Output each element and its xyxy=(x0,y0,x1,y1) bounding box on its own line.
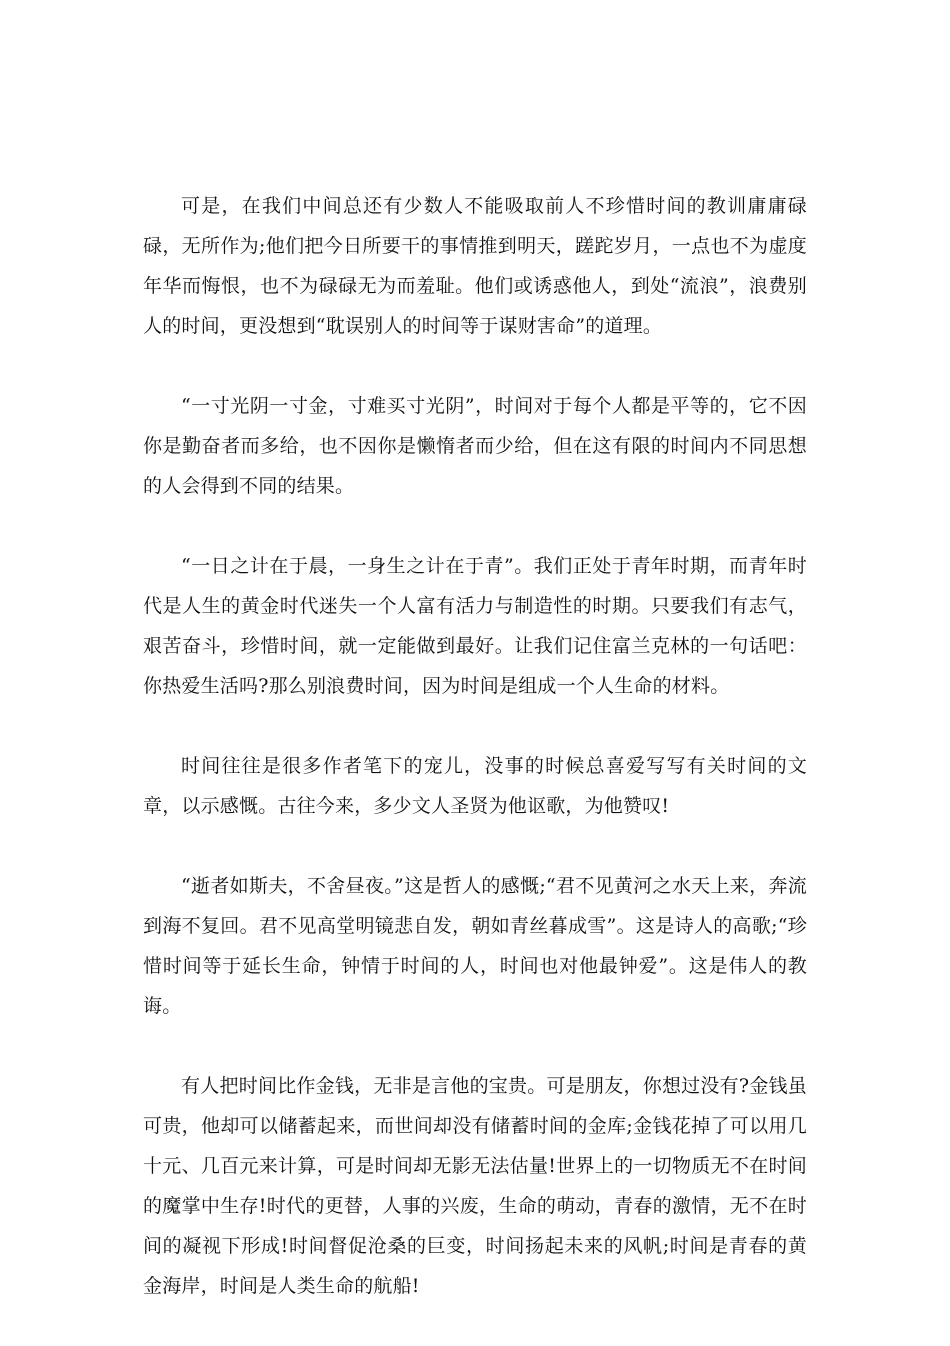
paragraph-1: 可是，在我们中间总还有少数人不能吸取前人不珍惜时间的教训庸庸碌碌，无所作为;他们把今日所要干的事情推到明天，蹉跎岁月，一点也不为虚度年华而悔恨，也不为碌碌无为而羞耻。他们或诱惑他人，到处“流浪”，浪费别人的时间，更没想到“耽误别人的时间等于谋财害命”的道理。 xyxy=(143,195,807,337)
paragraph-3: “一日之计在于晨，一身生之计在于青”。我们正处于青年时期，而青年时代是人生的黄金时代迷失一个人富有活力与制造性的时期。只要我们有志气，艰苦奋斗，珍惜时间，就一定能做到最好。让我们记住富兰克林的一句话吧：你热爱生活吗?那么别浪费时间，因为时间是组成一个人生命的材料。 xyxy=(143,555,807,697)
paragraph-5: “逝者如斯夫，不舍昼夜。”这是哲人的感慨;“君不见黄河之水天上来，奔流到海不复回。君不见高堂明镜悲自发，朝如青丝暮成雪”。这是诗人的高歌;“珍惜时间等于延长生命，钟情于时间的人，时间也对他最钟爱”。这是伟人的教诲。 xyxy=(143,875,807,1017)
paragraph-6: 有人把时间比作金钱，无非是言他的宝贵。可是朋友，你想过没有?金钱虽可贵，他却可以储蓄起来，而世间却没有储蓄时间的金库;金钱花掉了可以用几十元、几百元来计算，可是时间却无影无法估量!世界上的一切物质无不在时间的魔掌中生存!时代的更替，人事的兴废，生命的萌动，青春的激情，无不在时间的凝视下形成!时间督促沧桑的巨变，时间扬起未来的风帆;时间是青春的黄金海岸，时间是人类生命的航船! xyxy=(143,1075,807,1297)
paragraph-2: “一寸光阴一寸金，寸难买寸光阴”，时间对于每个人都是平等的，它不因你是勤奋者而多给，也不因你是懒惰者而少给，但在这有限的时间内不同思想的人会得到不同的结果。 xyxy=(143,395,807,497)
paragraph-4: 时间往往是很多作者笔下的宠儿，没事的时候总喜爱写写有关时间的文章，以示感慨。古往今来，多少文人圣贤为他讴歌，为他赞叹! xyxy=(143,755,807,817)
document-body xyxy=(143,186,807,1346)
